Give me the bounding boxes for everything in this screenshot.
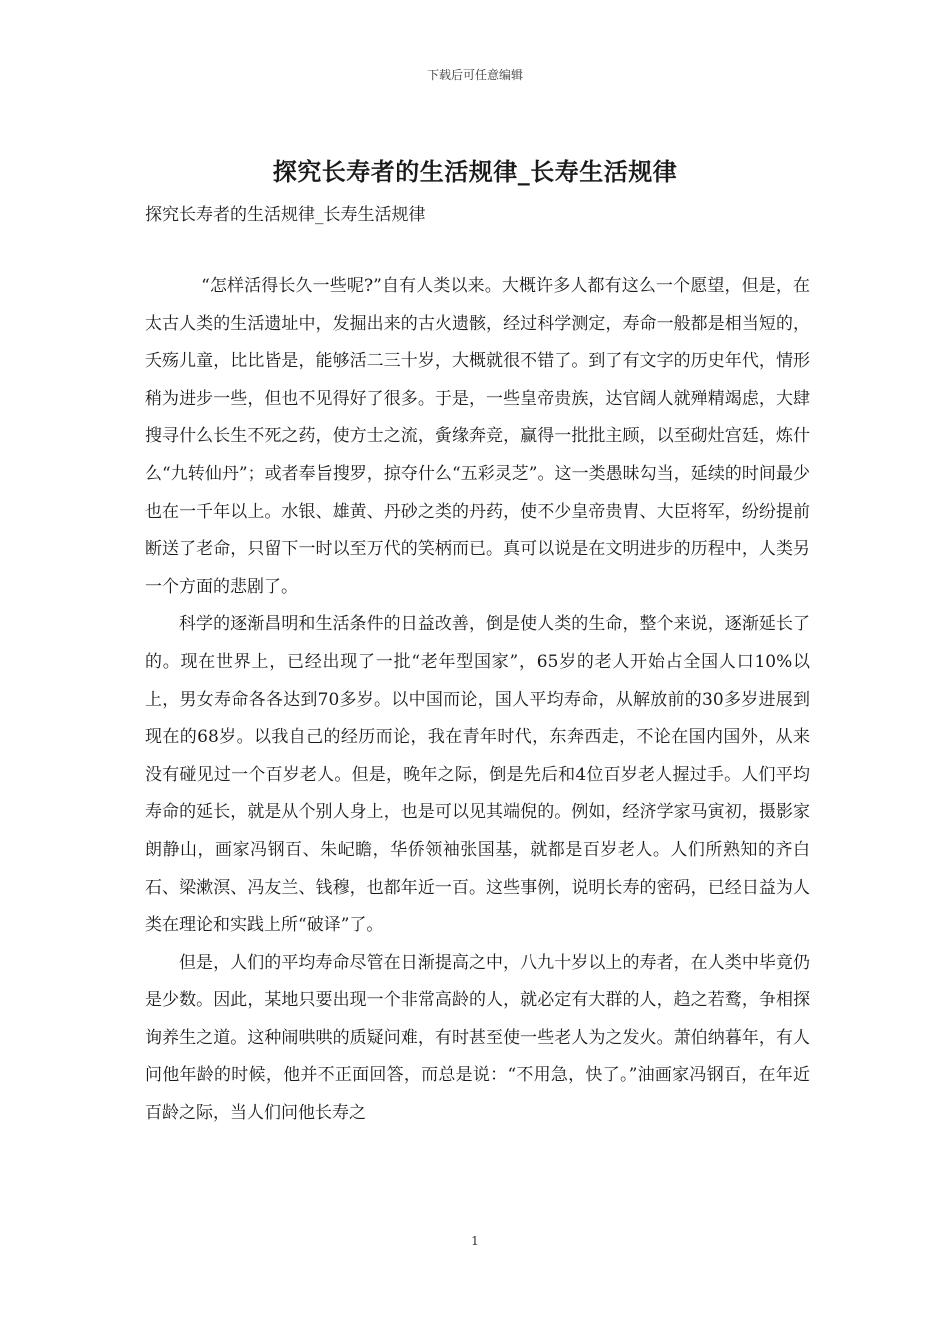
paragraph: 科学的逐渐昌明和生活条件的日益改善，倒是使人类的生命，整个来说，逐渐延长了的。现在世界上，已经出现了一批“老年型国家”，65岁的老人开始占全国人口10%以上，男女寿命各各达到70多岁。以中国而论，国人平均寿命，从解放前的30多岁进展到现在的68岁。以我自己的经历而论，我在青年时代，东奔西走，不论在国内国外，从来没有碰见过一个百岁老人。但是，晚年之际，倒是先后和4位百岁老人握过手。人们平均寿命的延长，就是从个别人身上，也是可以见其端倪的。例如，经济学家马寅初，摄影家朗静山，画家冯钢百、朱屺瞻，华侨领袖张国基，就都是百岁老人。人们所熟知的齐白石、梁漱溟、冯友兰、钱穆，也都年近一百。这些事例，说明长寿的密码，已经日益为人类在理论和实践上所“破译”了。 — [145, 614, 810, 936]
paragraph: 但是，人们的平均寿命尽管在日渐提高之中，八九十岁以上的寿者，在人类中毕竟仍是少数。因此，某地只要出现一个非常高龄的人，就必定有大群的人，趋之若鹜，争相探询养生之道。这种闹哄哄的质疑问难，有时甚至使一些老人为之发火。萧伯纳暮年，有人问他年龄的时候，他并不正面回答，而总是说：“不用急，快了。”油画家冯钢百，在年近百龄之际，当人们问他长寿之 — [145, 952, 810, 1124]
page-header: 下载后可任意编辑 — [426, 68, 523, 82]
page-number: 1 — [471, 1234, 479, 1248]
document-title: 探究长寿者的生活规律_长寿生活规律 — [272, 157, 678, 186]
document-body — [145, 268, 810, 1133]
paragraph: “怎样活得长久一些呢?”自有人类以来。大概许多人都有这么一个愿望，但是，在太古人类的生活遗址中，发掘出来的古火遗骸，经过科学测定，寿命一般都是相当短的，夭殇儿童，比比皆是，能够活二三十岁，大概就很不错了。到了有文字的历史年代，情形稍为进步一些，但也不见得好了很多。于是，一些皇帝贵族，达官阔人就殚精竭虑，大肆搜寻什么长生不死之药，使方士之流，夤缘奔竞，赢得一批批主顾，以至砌灶宫廷，炼什么“九转仙丹”；或者奉旨搜罗，掠夺什么“五彩灵芝”。这一类愚昧勾当，延续的时间最少也在一千年以上。水银、雄黄、丹砂之类的丹药，使不少皇帝贵胄、大臣将军，纷纷提前断送了老命，只留下一时以至万代的笑柄而已。真可以说是在文明进步的历程中，人类另一个方面的悲剧了。 — [145, 276, 810, 597]
document-subtitle: 探究长寿者的生活规律_长寿生活规律 — [145, 205, 426, 225]
